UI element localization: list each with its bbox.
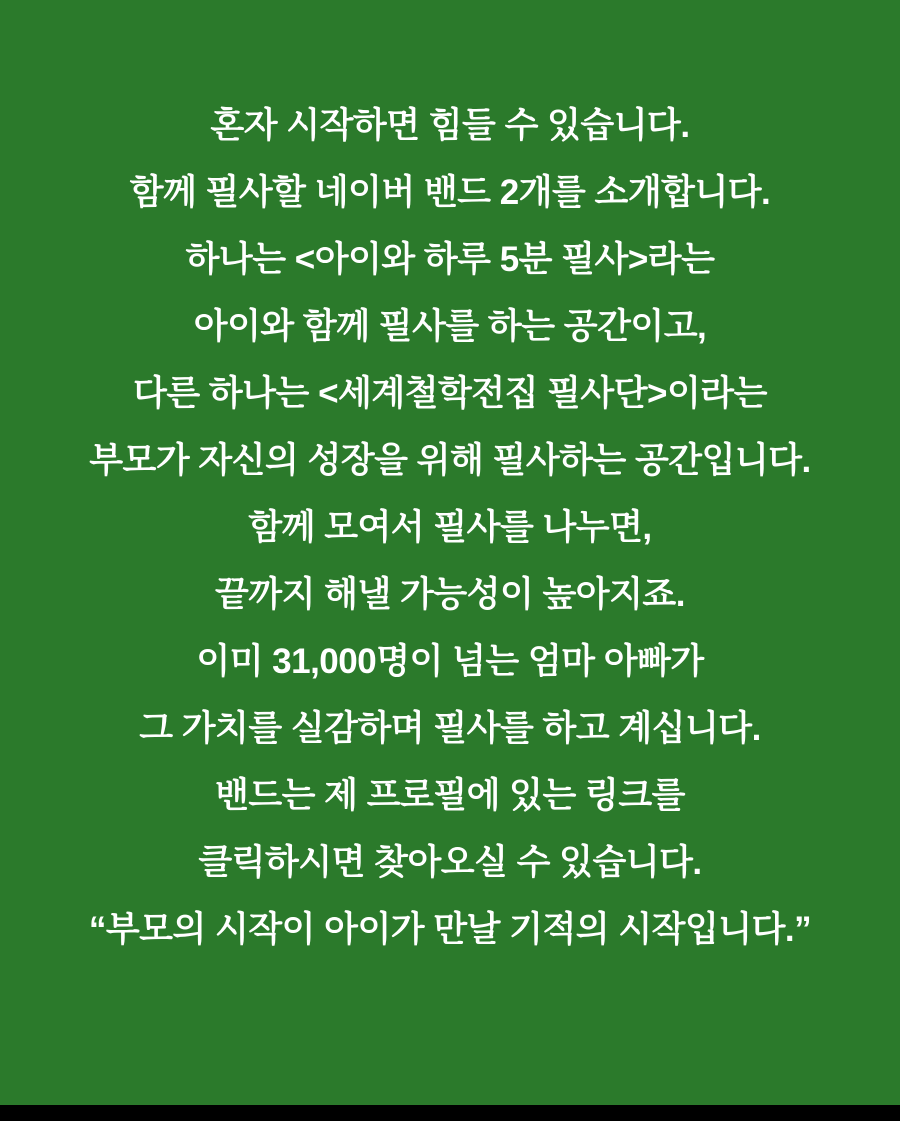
message-line-10: 그 가치를 실감하며 필사를 하고 계십니다. (139, 709, 761, 748)
message-line-7: 함께 모여서 필사를 나누면, (248, 508, 652, 547)
message-line-5: 다른 하나는 <세계철학전집 필사단>이라는 (133, 374, 767, 413)
message-line-6: 부모가 자신의 성장을 위해 필사하는 공간입니다. (89, 441, 811, 480)
message-line-13: “부모의 시작이 아이가 만날 기적의 시작입니다.” (88, 910, 812, 949)
message-line-1: 혼자 시작하면 힘들 수 있습니다. (210, 106, 690, 145)
message-line-3: 하나는 <아이와 하루 5분 필사>라는 (185, 240, 715, 279)
message-line-2: 함께 필사할 네이버 밴드 2개를 소개합니다. (129, 173, 771, 212)
message-line-4: 아이와 함께 필사를 하는 공간이고, (193, 307, 707, 346)
message-line-11: 밴드는 제 프로필에 있는 링크를 (215, 776, 685, 815)
message-line-9: 이미 31,000명이 넘는 엄마 아빠가 (196, 642, 704, 681)
message-line-12: 클릭하시면 찾아오실 수 있습니다. (198, 843, 702, 882)
message-line-8: 끝까지 해낼 가능성이 높아지죠. (215, 575, 685, 614)
bottom-letterbox-strip (0, 1105, 900, 1121)
